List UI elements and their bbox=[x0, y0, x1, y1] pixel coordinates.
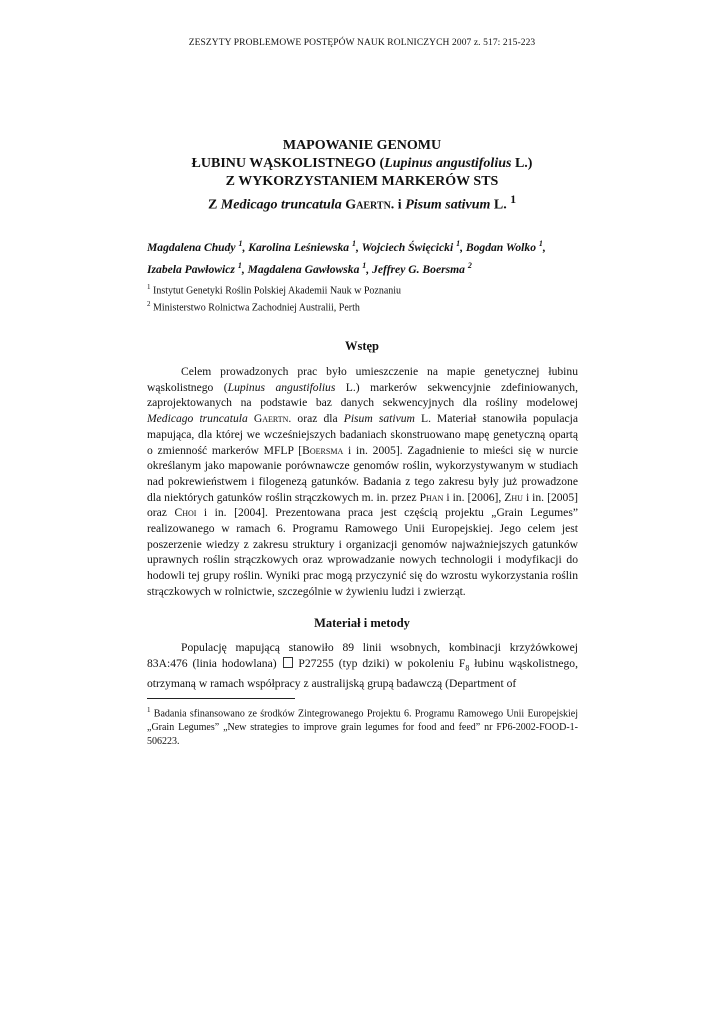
title-line-2: ŁUBINU WĄSKOLISTNEGO (Lupinus angustifolius L.) bbox=[191, 156, 533, 171]
methods-paragraph: Populację mapującą stanowiło 89 linii wsobnych, kombinacji krzyżówkowej 83A:476 (linia hodowlana) P27255 (typ dziki) w pokoleniu $F_8$ łubinu wąskolistnego, otrzymaną w ramach współpracy z australijską grupą badawczą (Department of bbox=[147, 641, 578, 690]
author: Bogdan Wolko $^1$, bbox=[465, 239, 546, 254]
title-line-4: Z Medicago truncatula Gaertn. i Pisum sativum L. $^1$ bbox=[207, 193, 517, 213]
author-list bbox=[147, 235, 587, 279]
title-line-3: Z WYKORZYSTANIEM MARKERÓW STS bbox=[225, 174, 499, 189]
affiliation: $^2$ Ministerstwo Rolnictwa Zachodniej Australii, Perth bbox=[147, 299, 360, 314]
affiliation: $^1$ Instytut Genetyki Roślin Polskiej Akademii Nauk w Poznaniu bbox=[147, 283, 402, 297]
running-head: ZESZYTY PROBLEMOWE POSTĘPÓW NAUK ROLNICZYCH 2007 z. 517: 215-223 bbox=[188, 38, 536, 48]
footnote: $^1$ Badania sfinansowano ze środków Zintegrowanego Projektu 6. Programu Ramowego Unii Europejskiej „Grain Legumes” „New strategies to improve grain legumes for food and feed” nr FP6-2002-FOOD-1-506223. bbox=[147, 706, 578, 748]
author: Izabela Pawłowicz $^1$, bbox=[147, 260, 248, 276]
author: Wojciech Święcicki $^1$, bbox=[361, 239, 466, 254]
author: Magdalena Gawłowska $^1$, bbox=[247, 260, 373, 276]
title-line-1: MAPOWANIE GENOMU bbox=[282, 138, 442, 153]
author: Jeffrey G. Boersma $^2$ bbox=[372, 260, 472, 276]
section-heading-methods: Materiał i metody bbox=[314, 616, 410, 630]
missing-glyph-icon bbox=[283, 657, 293, 668]
section-heading-intro: Wstęp bbox=[344, 339, 380, 353]
author: Magdalena Chudy $^1$, bbox=[147, 239, 249, 254]
paper-title bbox=[0, 137, 724, 215]
affiliations bbox=[147, 281, 587, 315]
author: Karolina Leśniewska $^1$, bbox=[248, 239, 362, 254]
footnote-separator bbox=[147, 698, 295, 699]
intro-paragraph: Celem prowadzonych prac było umieszczenie na mapie genetycznej łubinu wąskolistnego (Lupinus angustifolius L.) markerów sekwencyjnie zdefiniowanych, zaprojektowanych na podstawie baz danych sekwencyjnych dla rośliny modelowej Medicago truncatula Gaertn. oraz dla Pisum sativum L. Materiał stanowiła populacja mapująca, dla której we wcześniejszych badaniach skonstruowano mapę genetyczną opartą o zmienność markerów MFLP [Boersma i in. 2005]. Zagadnienie to mieści się w nurcie określanym jako mapowanie porównawcze genomów roślin, wykorzystywanym w studiach nad pokrewieństwem i filogenezą gatunków. Badania z tego zakresu były już prowadzone dla niektórych gatunków roślin strączkowych m. in. przez Phan i in. [2006], Zhu i in. [2005] oraz Choi i in. [2004]. Prezentowana praca jest częścią projektu „Grain Legumes” realizowanego w ramach 6. Programu Ramowego Unii Europejskiej. Jego celem jest poszerzenie wiedzy z zakresu struktury i organizacji genomów najważniejszych gatunków uprawnych roślin strączkowych oraz wprowadzanie nowych technologii i modyfikacji do hodowli tej grupy roślin. Wyniki prac mogą przyczynić się do wzrostu wykorzystania roślin strączkowych w rolnictwie, szczególnie w żywieniu ludzi i zwierząt. bbox=[147, 365, 579, 598]
